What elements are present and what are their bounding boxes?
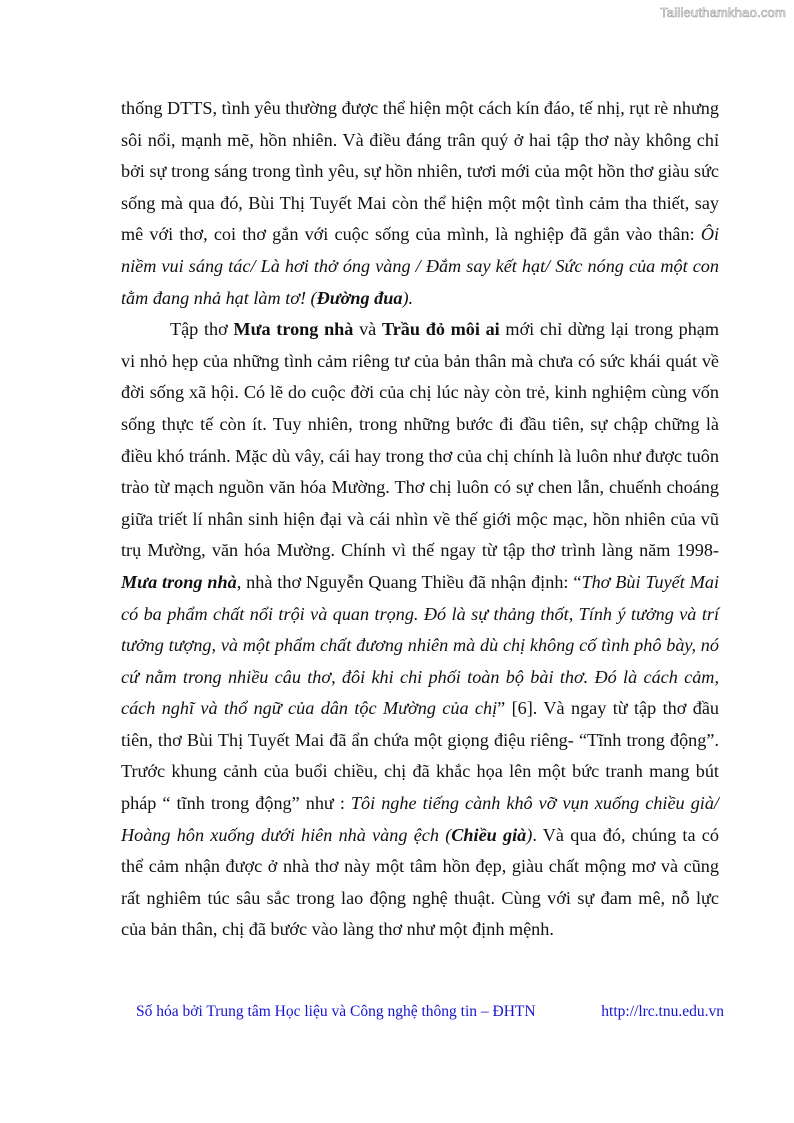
paragraph-2 <box>121 314 719 946</box>
critic-quote: Thơ Bùi Tuyết Mai có ba phẩm chất nổi trội và quan trọng. Đó là sự thảng thốt, Tính ý tưởng và trí tưởng tượng, và một phẩm chất đương nhiên mà dù chị không cố tình phô bày, nó cứ nằm trong nhiều câu thơ, đôi khi chi phối toàn bộ bài thơ. Đó là cách cảm, cách nghĩ và thổ ngữ của dân tộc Mường của chị <box>121 571 719 719</box>
footer-url: http://lrc.tnu.edu.vn <box>601 1003 724 1020</box>
paragraph-1 <box>121 93 719 314</box>
book-title-mua-trong-nha-italic: Mưa trong nhà <box>121 571 237 592</box>
poem-source: Đường đua <box>316 287 403 308</box>
book-title-mua-trong-nha: Mưa trong nhà <box>233 319 354 340</box>
watermark: Tailieuthamkhao.com <box>660 5 786 20</box>
poem-close: ). <box>402 287 414 308</box>
paragraph-2-text-f: . Và qua đó, chúng ta có thể cảm nhận được ở nhà thơ này một tâm hồn đẹp, giàu chất mộng mơ và cũng rất nghiêm túc sâu sắc trong lao động nghệ thuật. Cùng với sự đam mê, nỗ lực của bản thân, chị đã bước vào làng thơ như một định mệnh. <box>121 824 719 940</box>
paragraph-2-text-d: , nhà thơ Nguyễn Quang Thiều đã nhận định: “ <box>236 571 582 592</box>
paragraph-2-text-c: mới chỉ dừng lại trong phạm vi nhỏ hẹp của những tình cảm riêng tư của bản thân mà chưa có sức khái quát về đời sống xã hội. Có lẽ do cuộc đời của chị lúc này còn trẻ, kinh nghiệm cùng vốn sống thực tế còn ít. Tuy nhiên, trong những bước đi đầu tiên, sự chập chững là điều khó tránh. Mặc dù vây, cái hay trong thơ của chị chính là luôn như được tuôn trào từ mạch nguồn văn hóa Mường. Thơ chị luôn có sự chen lẫn, chuếnh choáng giữa triết lí nhân sinh hiện đại và cái nhìn về thế giới mộc mạc, hồn nhiên của vũ trụ Mường, văn hóa Mường. Chính vì thế ngay từ tập thơ trình làng năm 1998- <box>121 319 720 561</box>
poem-quote-2: Tôi nghe tiếng cành khô vỡ vụn xuống chiều già/ Hoàng hôn xuống dưới hiên nhà vàng ệch ( <box>121 793 719 845</box>
paragraph-2-text-b: và <box>353 319 382 340</box>
poem-quote: Ôi niềm vui sáng tác/ Là hơi thở óng vàng / Đắm say kết hạt/ Sức nóng của một con tằm đang nhả hạt làm tơ! ( <box>121 224 719 308</box>
paragraph-2-text-e: ” [6]. Và ngay từ tập thơ đầu tiên, thơ Bùi Thị Tuyết Mai đã ẩn chứa một giọng điệu riêng- “Tĩnh trong động”. Trước khung cảnh của buổi chiều, chị đã khắc họa lên một bức tranh mang bút pháp “ tĩnh trong động” như : <box>121 698 720 814</box>
page-footer <box>136 1003 724 1021</box>
footer-credit: Số hóa bởi Trung tâm Học liệu và Công nghệ thông tin – ĐHTN <box>136 1003 536 1020</box>
book-title-trau-do-moi-ai: Trầu đỏ môi ai <box>381 319 500 340</box>
paragraph-2-text-a: Tập thơ <box>170 319 234 340</box>
poem-close-2: ) <box>526 824 533 845</box>
document-body <box>121 93 719 946</box>
paragraph-1-text: thống DTTS, tình yêu thường được thể hiện một cách kín đáo, tế nhị, rụt rè nhưng sôi nổi, mạnh mẽ, hồn nhiên. Và điều đáng trân quý ở hai tập thơ này không chỉ bởi sự trong sáng trong tình yêu, sự hồn nhiên, tươi mới của một hồn thơ giàu sức sống mà qua đó, Bùi Thị Tuyết Mai còn thể hiện một một tình cảm tha thiết, say mê với thơ, coi thơ gắn với cuộc sống của mình, là nghiệp đã gắn vào thân: <box>121 98 719 245</box>
poem-source-2: Chiều già <box>451 824 527 845</box>
